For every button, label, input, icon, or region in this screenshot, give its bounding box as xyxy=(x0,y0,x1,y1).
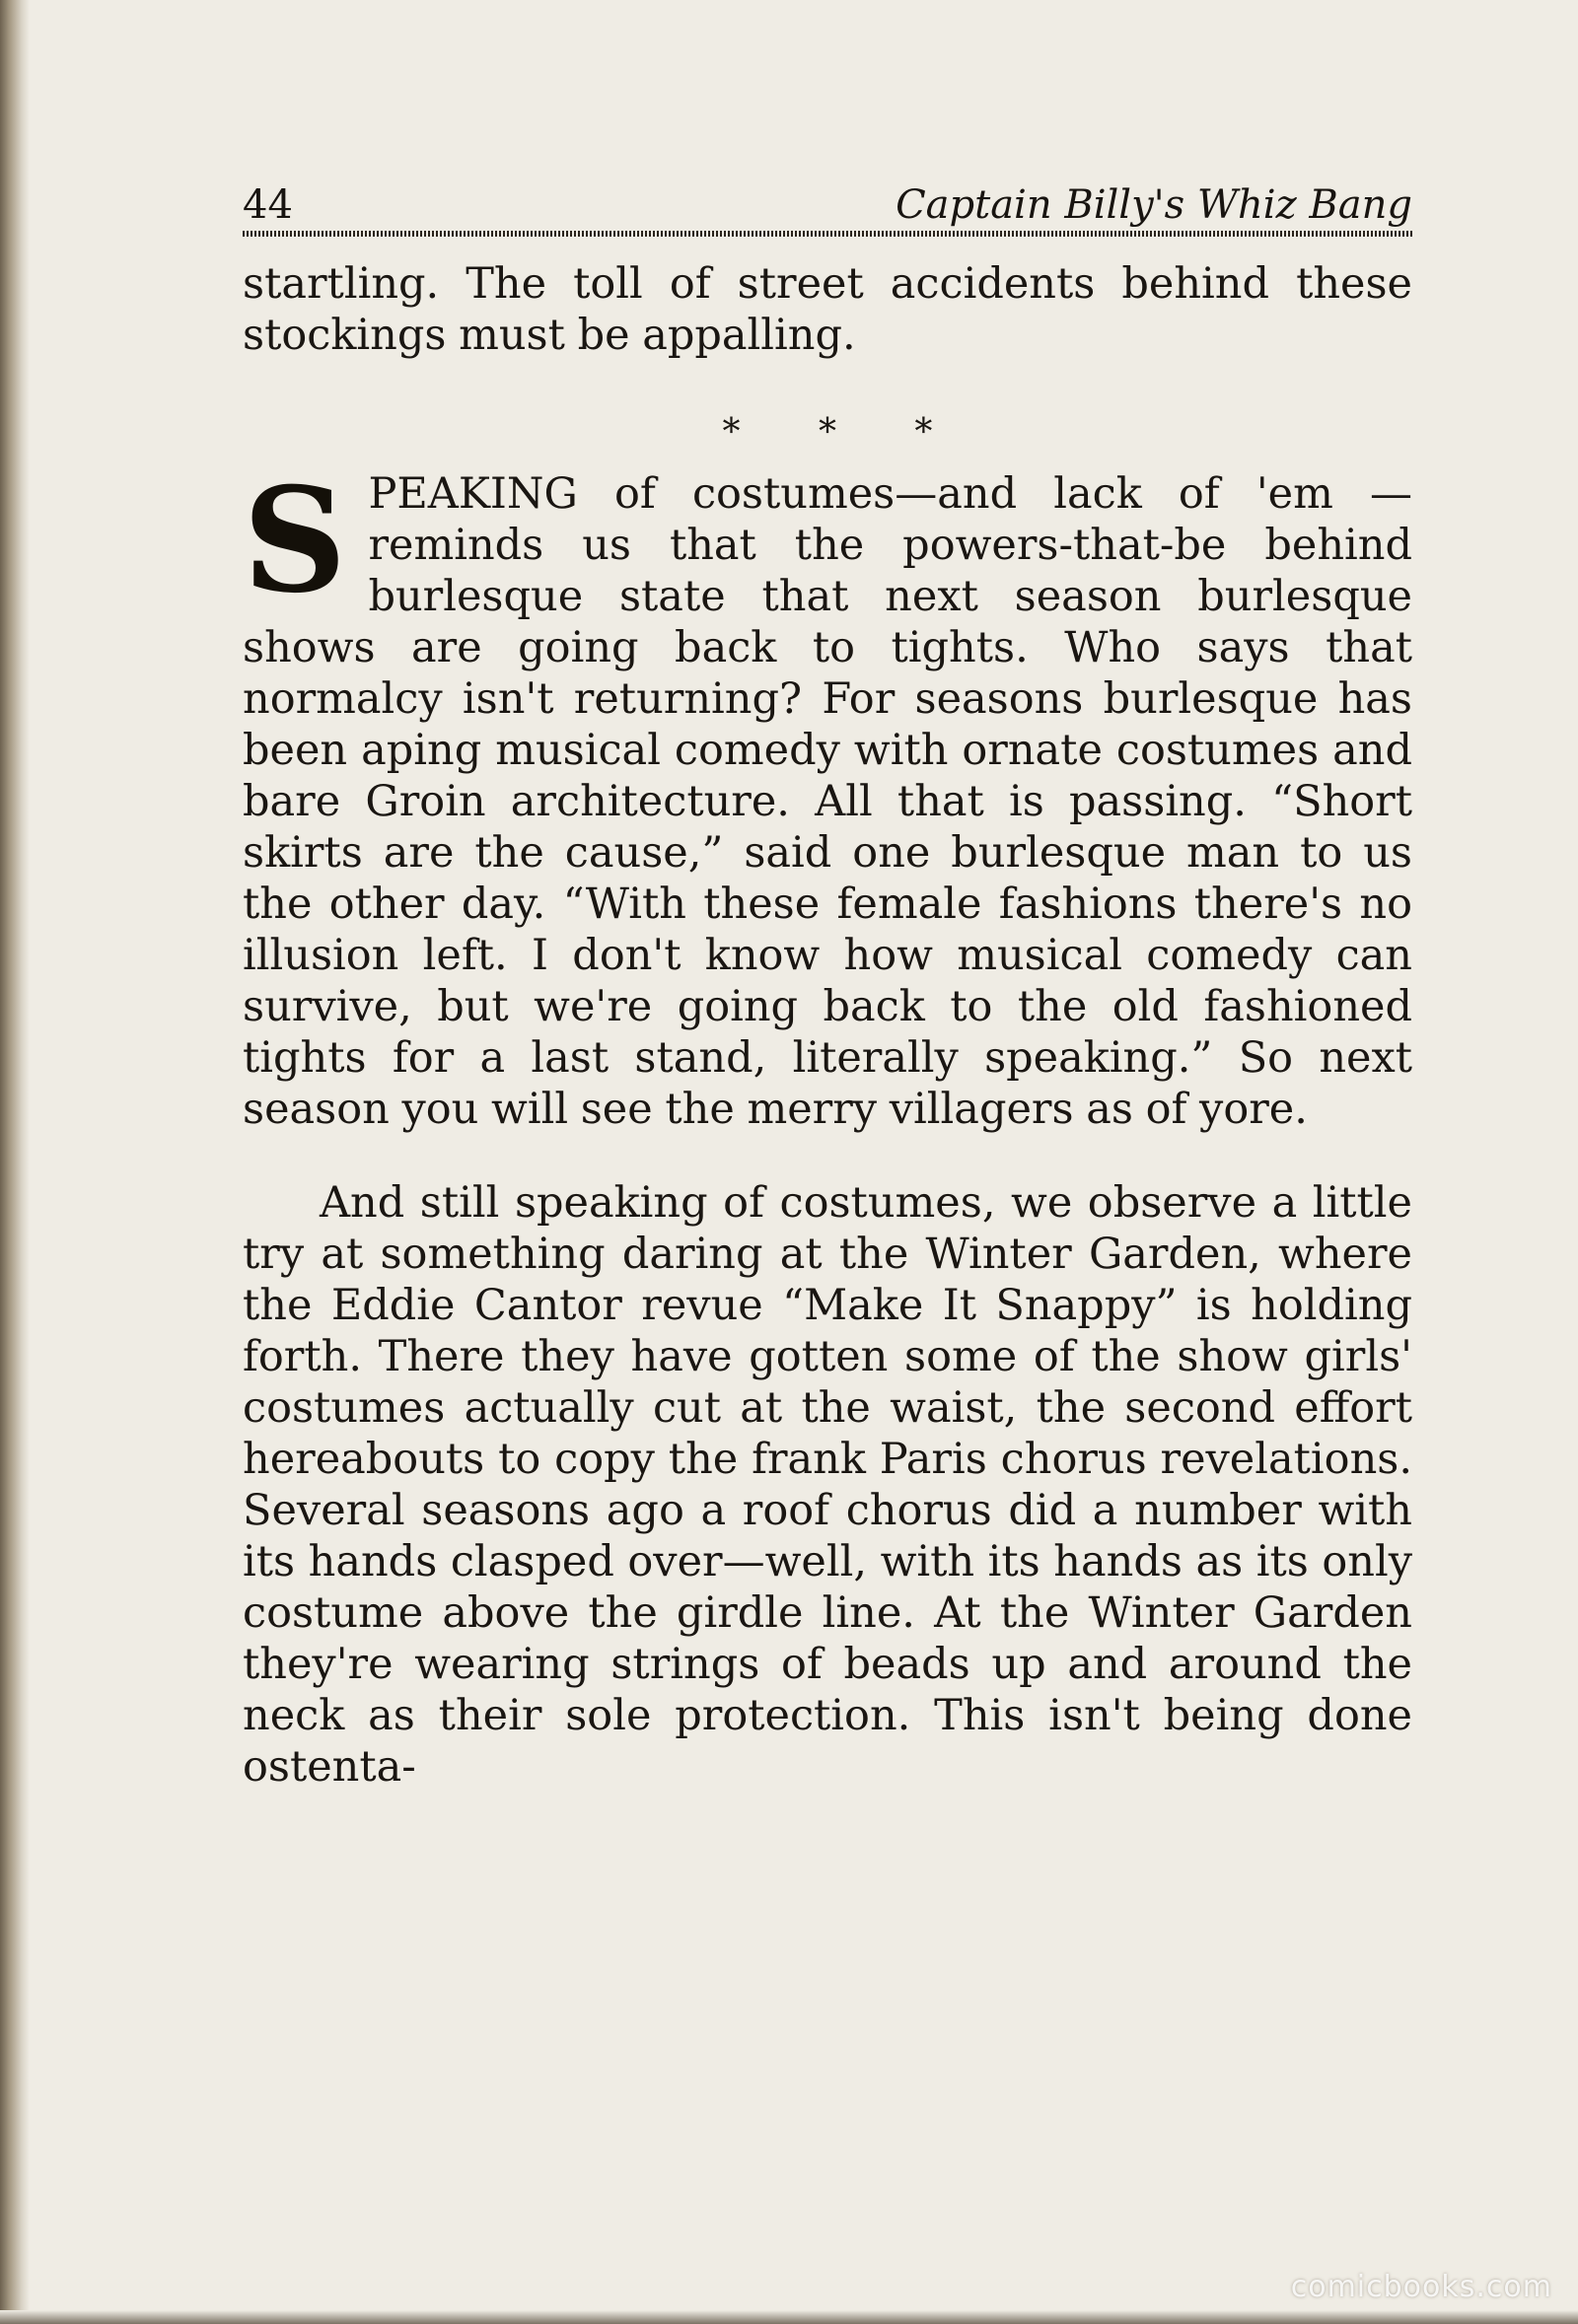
header-rule xyxy=(243,231,1412,237)
paragraph-1: startling. The toll of street accidents behind these stockings must be appalling. xyxy=(243,259,1412,360)
paragraph-3: And still speaking of costumes, we observe a little try at something daring at the Winter Garden, where the Eddie Cantor revue “Make It Snappy” is holding forth. There they have gotten some of the show girls' costumes actually cut at the waist, the second effort hereabouts to copy the frank Paris chorus revelations. Several seasons ago a roof chorus did a number with its hands clasped over—well, with its hands as its only costume above the girdle line. At the Winter Garden they're wearing strings of beads up and around the neck as their sole protection. This isn't being done ostenta- xyxy=(243,1178,1412,1792)
section-divider: * * * xyxy=(722,412,967,453)
page-content xyxy=(243,168,1412,1835)
drop-cap: S xyxy=(243,457,347,625)
page-header xyxy=(243,168,1412,229)
paragraph-2 xyxy=(243,457,1412,1135)
page-number: 44 xyxy=(243,182,293,228)
paragraph-2-text: PEAKING of costumes—and lack of 'em —reminds us that the powers-that-be behind burlesque state that next season burlesque shows are going back to tights. Who says that normalcy isn't returning? For seasons burlesque has been aping musical comedy with ornate costumes and bare Groin architecture. All that is passing. “Short skirts are the cause,” said one burlesque man to us the other day. “With these female fashions there's no illusion left. I don't know how musical comedy can survive, but we're going back to the old fashioned tights for a last stand, literally speaking.” So next season you will see the merry villagers as of yore. xyxy=(243,469,1412,1134)
watermark: comicbooks.com xyxy=(1290,2270,1552,2304)
running-title: Captain Billy's Whiz Bang xyxy=(896,182,1412,228)
page-bottom-edge xyxy=(0,2310,1578,2324)
page-binding-edge xyxy=(0,0,30,2324)
